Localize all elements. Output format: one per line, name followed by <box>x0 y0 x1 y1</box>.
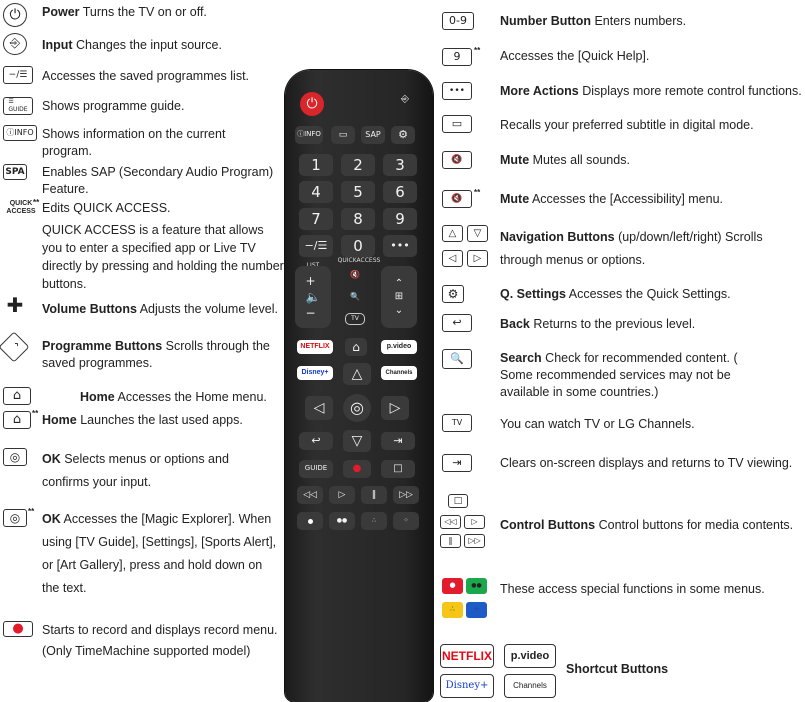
volume-icon: ✚ <box>3 290 27 320</box>
tv-desc: You can watch TV or LG Channels. <box>500 417 695 431</box>
navigation-desc: Navigation Buttons (up/down/left/right) Scrolls through menus or options. <box>500 230 763 268</box>
number-button-5[interactable]: 6 <box>383 181 417 203</box>
number-button-3[interactable]: 4 <box>299 181 333 203</box>
green-button[interactable]: ●● <box>329 512 355 530</box>
more-actions-desc: More Actions Displays more remote control functions. <box>500 84 802 98</box>
mute-button[interactable]: 🔇 <box>350 269 360 279</box>
pause-icon: ‖ <box>440 534 461 548</box>
tv-button[interactable]: TV <box>345 313 365 325</box>
back-button[interactable]: ↩ <box>299 432 333 450</box>
up-button[interactable]: △ <box>343 363 371 385</box>
tv-icon: TV <box>442 414 472 432</box>
stop-button[interactable]: □ <box>381 460 415 478</box>
settings-desc: Q. Settings Accesses the Quick Settings. <box>500 287 731 301</box>
down-icon: ▽ <box>467 225 488 242</box>
back-desc: Back Returns to the previous level. <box>500 317 696 331</box>
sap-button[interactable]: SAP <box>361 126 385 144</box>
search-button[interactable]: 🔍 <box>350 291 360 301</box>
input-button[interactable]: ⎆ <box>401 94 409 106</box>
netflix-button[interactable]: NETFLIX <box>297 340 333 354</box>
number-button-9[interactable]: −/☰ <box>299 235 333 257</box>
power-icon: ⏻ <box>3 3 27 27</box>
quick-access-label: QUICKACCESS <box>337 256 381 264</box>
ok-icon: ◎ <box>3 448 27 466</box>
number-button-1[interactable]: 2 <box>341 154 375 176</box>
sap-desc: Enables SAP (Secondary Audio Program) Feature. <box>42 165 274 196</box>
power-desc: Power Turns the TV on or off. <box>42 5 207 19</box>
subtitle-icon: ▭ <box>442 115 472 133</box>
yellow-icon: ∴ <box>442 602 463 618</box>
record-button[interactable]: ● <box>343 460 371 478</box>
exit-button[interactable]: ⇥ <box>381 432 415 450</box>
left-icon: ◁ <box>442 250 463 267</box>
pause-button[interactable]: ‖ <box>361 486 387 504</box>
forward-icon: ▷▷ <box>464 534 485 548</box>
rewind-button[interactable]: ◁◁ <box>297 486 323 504</box>
input-desc: Input Changes the input source. <box>42 38 222 52</box>
number-button-7[interactable]: 8 <box>341 208 375 230</box>
number-button-4[interactable]: 5 <box>341 181 375 203</box>
exit-icon: ⇥ <box>442 454 472 472</box>
mute-icon: 🔇 <box>442 151 472 169</box>
quick-access-icon: QUICK ACCESS <box>6 200 36 215</box>
programme-rocker[interactable]: ⌃ ⊞ ⌄ <box>381 266 417 328</box>
number-button-2[interactable]: 3 <box>383 154 417 176</box>
mute-desc: Mute Mutes all sounds. <box>500 153 630 167</box>
pvideo-icon: p.video <box>504 644 556 668</box>
info-button[interactable]: ⓘINFO <box>295 126 323 144</box>
record-desc: Starts to record and displays record menu. (Only TimeMachine supported model) <box>42 623 278 658</box>
record-icon: ● <box>3 621 33 637</box>
programme-icon: ⌃ <box>0 331 30 362</box>
ok-desc: OK Selects menus or options and confirms your input. <box>42 452 229 490</box>
channels-button[interactable]: Channels <box>381 366 417 380</box>
ok-hold-desc: OK Accesses the [Magic Explorer]. When using [TV Guide], [Settings], [Sports Alert], or [Art Gallery], press and hold down on the text. <box>42 512 277 596</box>
marker: ** <box>32 409 39 418</box>
channels-icon: Channels <box>504 674 556 698</box>
info-icon: ⓘINFO <box>3 125 37 141</box>
number-button-10[interactable]: 0 <box>341 235 375 257</box>
rewind-icon: ◁◁ <box>440 515 461 529</box>
number-button-0[interactable]: 1 <box>299 154 333 176</box>
input-icon: ⎆ <box>3 33 27 55</box>
netflix-icon: NETFLIX <box>440 644 494 668</box>
number-button-11[interactable]: ••• <box>383 235 417 257</box>
down-button[interactable]: ▽ <box>343 430 371 452</box>
marker: ** <box>474 46 481 55</box>
remote-control <box>285 70 433 702</box>
stop-icon: □ <box>448 494 468 508</box>
ok-button[interactable]: ◎ <box>343 394 371 422</box>
marker: ** <box>28 507 35 516</box>
number-icon: 0-9 <box>442 12 474 30</box>
guide-button[interactable]: GUIDE <box>299 460 333 478</box>
info-desc: Shows information on the current program. <box>42 127 226 158</box>
shortcut-desc: Shortcut Buttons <box>566 662 669 676</box>
yellow-button[interactable]: ∴ <box>361 512 387 530</box>
forward-button[interactable]: ▷▷ <box>393 486 419 504</box>
list-icon: −/☰ <box>3 66 33 84</box>
red-icon: ● <box>442 578 463 594</box>
right-icon: ▷ <box>467 250 488 267</box>
volume-desc: Volume Buttons Adjusts the volume level. <box>42 302 278 316</box>
search-desc: Search Check for recommended content. ( Some recommended services may not be available in some countries.) <box>500 351 738 399</box>
right-button[interactable]: ▷ <box>381 396 409 420</box>
up-icon: △ <box>442 225 463 242</box>
disney-button[interactable]: Disney+ <box>297 366 333 380</box>
play-button[interactable]: ▷ <box>329 486 355 504</box>
pvideo-button[interactable]: p.video <box>381 340 417 354</box>
quick-access-desc: Edits QUICK ACCESS. <box>42 201 171 215</box>
quick-access-explain: QUICK ACCESS is a feature that allows you to enter a specified app or Live TV directly by pressing and holding the number buttons. <box>42 223 284 292</box>
programme-desc: Programme Buttons Scrolls through the saved programmes. <box>42 339 270 370</box>
quick-help-desc: Accesses the [Quick Help]. <box>500 49 650 63</box>
settings-icon: ⚙ <box>442 285 464 303</box>
home-button[interactable]: ⌂ <box>345 338 367 356</box>
home-icon: ⌂ <box>3 387 31 405</box>
home-hold-icon: ⌂ <box>3 411 31 429</box>
disney-icon: Disney+ <box>440 674 494 698</box>
play-icon: ▷ <box>464 515 485 529</box>
volume-rocker[interactable]: + 🔈 − <box>295 266 331 328</box>
blue-button[interactable]: ⁘ <box>393 512 419 530</box>
quick-help-icon: 9 <box>442 48 472 66</box>
colors-desc: These access special functions in some menus. <box>500 582 765 596</box>
guide-icon: ☰ GUIDE <box>3 97 33 115</box>
number-button-6[interactable]: 7 <box>299 208 333 230</box>
marker: ** <box>474 188 481 197</box>
home-hold-desc: Home Launches the last used apps. <box>42 413 243 427</box>
subtitle-button[interactable]: ▭ <box>331 126 355 144</box>
number-desc: Number Button Enters numbers. <box>500 14 687 28</box>
ok-hold-icon: ◎ <box>3 509 27 527</box>
sap-icon: SPA <box>3 164 27 180</box>
marker: ** <box>33 198 40 207</box>
left-button[interactable]: ◁ <box>305 396 333 420</box>
green-icon: ●● <box>466 578 487 594</box>
back-icon: ↩ <box>442 314 472 332</box>
settings-button[interactable]: ⚙ <box>391 126 415 144</box>
control-desc: Control Buttons Control buttons for media contents. <box>500 518 794 532</box>
guide-desc: Shows programme guide. <box>42 99 185 113</box>
mute-hold-icon: 🔇 <box>442 190 472 208</box>
blue-icon: ⁘ <box>466 602 487 618</box>
search-icon: 🔍 <box>442 349 472 369</box>
mute-hold-desc: Mute Accesses the [Accessibility] menu. <box>500 192 724 206</box>
red-button[interactable] <box>297 512 323 530</box>
number-button-8[interactable]: 9 <box>383 208 417 230</box>
subtitle-desc: Recalls your preferred subtitle in digital mode. <box>500 118 754 132</box>
list-desc: Accesses the saved programmes list. <box>42 69 250 83</box>
power-button[interactable]: ⏻ <box>300 92 324 116</box>
more-actions-icon: ••• <box>442 82 472 100</box>
home-desc: Home Accesses the Home menu. <box>80 390 267 404</box>
exit-desc: Clears on-screen displays and returns to TV viewing. <box>500 456 793 470</box>
